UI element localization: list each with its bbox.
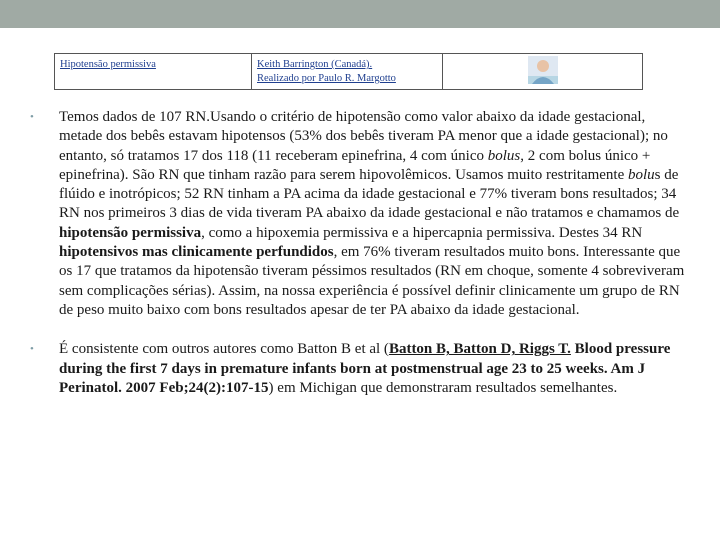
author-line-2: Realizado por Paulo R. Margotto xyxy=(257,73,396,84)
list-item-reference: • É consistente com outros autores como Batton B et al (Batton B, Batton D, Riggs T. Blood pressure during the first 7 days in premature infants born at postmenstrual age 23 to 25 weeks. Am J Perinatol. 2007 Feb;24(2):107-15) em Michigan que demonstraram resultados semelhantes. xyxy=(30,340,690,398)
topic-link[interactable]: Hipotensão permissiva xyxy=(60,59,156,70)
header-cell-topic xyxy=(55,54,252,90)
content-list xyxy=(30,108,690,398)
top-banner xyxy=(0,0,720,28)
header-cell-author xyxy=(252,54,443,90)
reference-citation: Blood pressure during the first 7 days in premature infants born at postmenstrual age 23 to 25 weeks. Am J Perinatol. 2007 Feb;24(2):107-15 xyxy=(59,341,671,396)
header-table xyxy=(54,53,643,90)
reference-link[interactable]: Batton B, Batton D, Riggs T. xyxy=(388,341,571,358)
author-link[interactable] xyxy=(257,59,396,84)
header-cell-photo xyxy=(443,54,643,90)
author-photo xyxy=(528,56,558,84)
person-photo-icon xyxy=(528,56,558,84)
author-line-1: Keith Barrington (Canadá). xyxy=(257,59,373,70)
list-item-results: • Temos dados de 107 RN.Usando o critério de hipotensão como valor abaixo da idade gestacional, metade dos bebês estavam hipotensos (53% dos bebês tiveram PA menor que a idade gestacional); no entanto, só tratamos 17 dos 118 (11 receberam epinefrina, 4 com único bolus, 2 com bolus único + epinefrina). São RN que tinham razão para serem hipovolêmicos. Usamos muito restritamente bolus de flúido e inotrópicos; 52 RN tinham a PA acima da idade gestacional e 77% tiveram bons resultados; 34 RN nos primeiros 3 dias de vida tiveram PA abaixo da idade gestacional e não tratamos e chamamos de hipotensão permissiva, como a hipoxemia permissiva e a hipercapnia permissiva. Destes 34 RN hipotensivos mas clinicamente perfundidos, em 76% tiveram resultados muito bons. Interessante que os 17 que tratamos da hipotensão tiveram péssimos resultados (RN em choque, somente 4 sobreviveram sem complicações sérias). Assim, na nossa experiência é possível definir clinicamente um grupo de RN de peso muito baixo com bons resultados apesar de ter PA abaixo da idade gestacional. xyxy=(30,108,690,320)
